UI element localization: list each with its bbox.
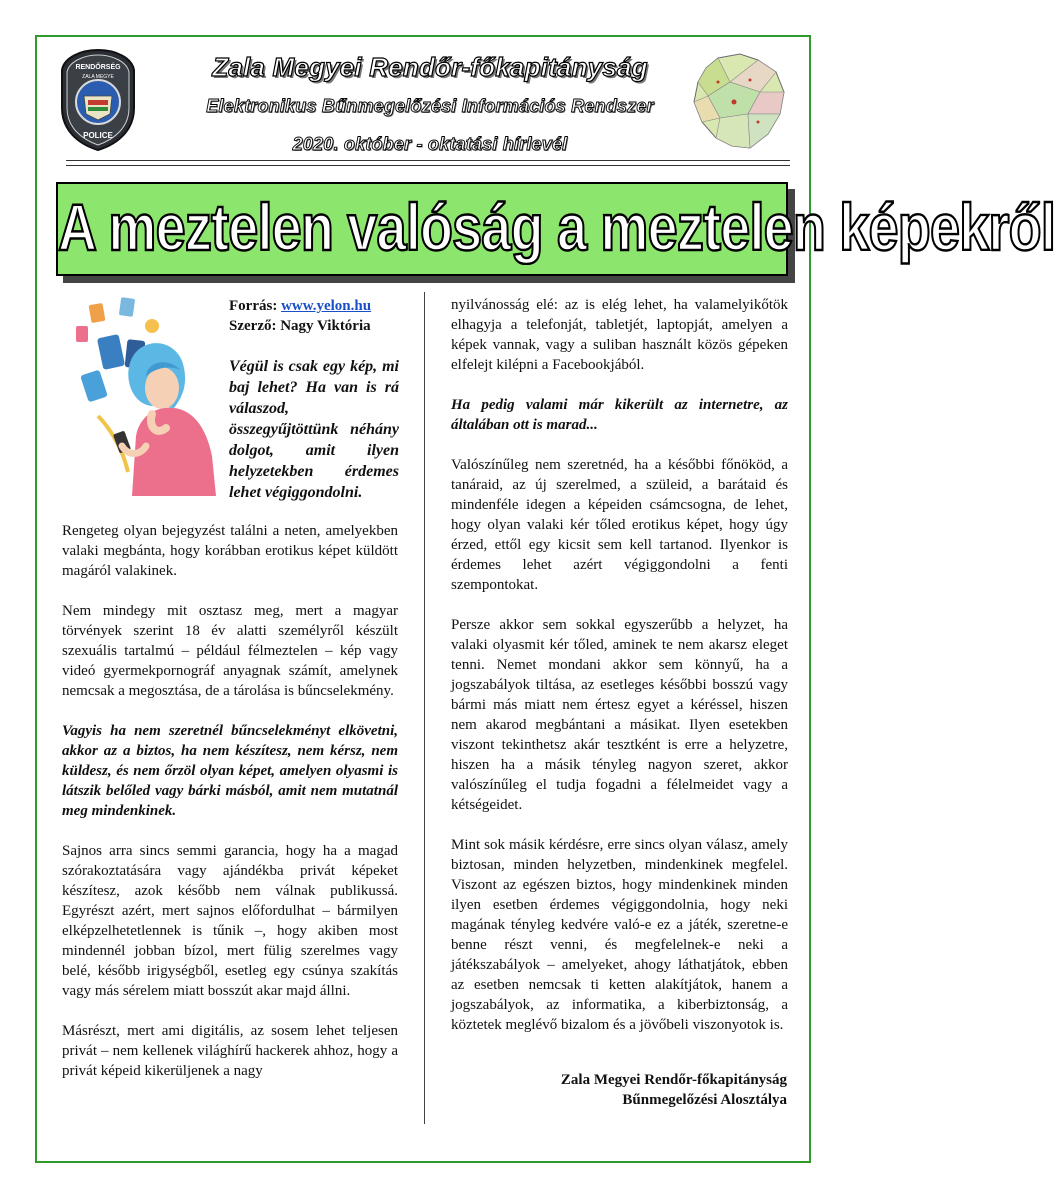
paragraph: Sajnos arra sincs semmi garancia, hogy ha a magad szórakoztatására vagy ajándékba privát képeket készítesz, azok később nem válnak publikussá. Egyrészt azért, mert sajnos előfordulhat – bármilyen elképzelhetetlennek is tűnik –, hogy akiben most mindennél jobban bízol, mert fülig szerelmes vagy belé, később irigységből, esetleg egy csúnya szakítás vagy más sérelem miatt bosszút akar majd állni. <box>62 843 398 999</box>
badge-text-bottom: POLICE <box>83 131 113 140</box>
header-rule-bottom <box>66 165 790 166</box>
left-column <box>62 521 398 1101</box>
header-issue: 2020. október - oktatási hírlevél <box>292 134 568 154</box>
county-map-image <box>688 52 788 152</box>
author-line <box>229 316 409 336</box>
signature <box>561 1070 787 1110</box>
girl-with-phone-illustration <box>62 296 222 496</box>
badge-text-top: RENDŐRSÉG <box>75 64 121 71</box>
header-rule-top <box>66 160 790 161</box>
signature-line-2: Bűnmegelőzési Alosztálya <box>622 1092 787 1108</box>
paragraph: Rengeteg olyan bejegyzést találni a neten, amelyekben valaki megbánta, hogy korábban erotikus képet küldött magáról valakinek. <box>62 523 398 579</box>
source-link[interactable]: www.yelon.hu <box>281 298 372 314</box>
title-banner <box>56 182 1055 276</box>
paragraph: Valószínűleg nem szeretnéd, ha a későbbi főnököd, a tanáraid, az új szerelmed, a szüleid, a barátaid és mindenféle idegen a képeiden csámcsogna, de lehet, hogy olyan valaki kér tőled erotikus képet, hogy úgy érzed, ettől egy kicsit sem kell tartanod. Ilyenkor is érdemes lehet azért végiggondolni a fenti szempontokat. <box>451 457 788 593</box>
paragraph: Nem mindegy mit osztasz meg, mert a magyar törvények szerint 18 év alatti személyről készült szexuális tartalmú – például félmeztelen – kép vagy videó gyermekpornográf anyagnak számít, amelynek nemcsak a megosztása, de a tárolása is bűncselekmény. <box>62 603 398 699</box>
source-label: Forrás: <box>229 298 278 314</box>
badge-text-mid: ZALA MEGYE <box>82 74 114 80</box>
author-name: Nagy Viktória <box>280 318 371 334</box>
column-divider <box>424 292 425 1124</box>
police-badge-logo <box>58 48 138 152</box>
signature-line-1: Zala Megyei Rendőr-főkapitányság <box>560 1072 787 1088</box>
article-title: A meztelen valóság a meztelen képekről <box>58 191 1055 265</box>
paragraph: Ha pedig valami már kikerült az internetre, az általában ott is marad... <box>451 397 788 433</box>
header-organization: Zala Megyei Rendőr-főkapitányság <box>212 52 648 82</box>
lead-paragraph: Végül is csak egy kép, mi baj lehet? Ha van is rá válaszod, összegyűjtöttünk néhány dolgot, amit ilyen helyzetekben érdemes lehet végiggondolni. <box>229 358 399 501</box>
paragraph: Másrészt, mert ami digitális, az sosem lehet teljesen privát – nem kellenek világhírű hackerek ahhoz, hogy a privát képeid kikerüljenek a nagy <box>62 1023 398 1079</box>
author-label: Szerző: <box>229 318 277 334</box>
source-line <box>229 296 409 316</box>
source-info <box>229 296 409 336</box>
paragraph: Persze akkor sem sokkal egyszerűbb a helyzet, ha valaki olyasmit kér tőled, aminek te nem akarsz eleget tenni. Nemet mondani akkor sem könnyű, ha a jogszabályok tiltása, az esetleges későbbi bosszú vagy bármi más miatt nem értesz egyet a kéréssel, hiszen nem akarod megbántani a másikat. Ilyen esetekben viszont tekinthetsz akár tesztként is erre a helyzetre, hiszen ha a másik tényleg nagyon szeret, akkor valószínűleg el tudja fogadni a félelmeidet vagy a kétségeidet. <box>451 617 788 813</box>
right-column <box>451 295 788 1055</box>
paragraph: Mint sok másik kérdésre, erre sincs olyan válasz, amely biztosan, minden helyzetben, mindenkinek megfelel. Viszont az egészen biztos, hogy mindenkinek minden ilyen esetben érdemes végiggondolnia, hogy neki magának tényleg kedvére való-e ez a játék, szeretne-e benne részt venni, és megfelelnek-e neki a játékszabályok – amelyeket, ahogy láthatjátok, ebben az esetben nemcsak ti ketten alakítjátok, hanem a jogszabályok, az informatika, a kiberbiztonság, a köztetek meglévő bizalom és a jövőbeli viszonyotok is. <box>451 837 788 1033</box>
paragraph: Vagyis ha nem szeretnél bűncselekményt elkövetni, akkor az a biztos, ha nem készítesz, nem kérsz, nem küldesz, és nem őrzöl olyan képet, amelyen olyasmi is látszik belőled vagy bárki másból, amit nem mutatnál meg mindenkinek. <box>62 723 398 819</box>
header-system-name: Elektronikus Bűnmegelőzési Információs Rendszer <box>206 96 654 116</box>
paragraph: nyilvánosság elé: az is elég lehet, ha valamelyikőtök elhagyja a telefonját, tabletjét, laptopját, amelyen a képek vannak, vagy a suliban használt közös gépeken elfelejt kilépni a Facebookjából. <box>451 297 788 373</box>
